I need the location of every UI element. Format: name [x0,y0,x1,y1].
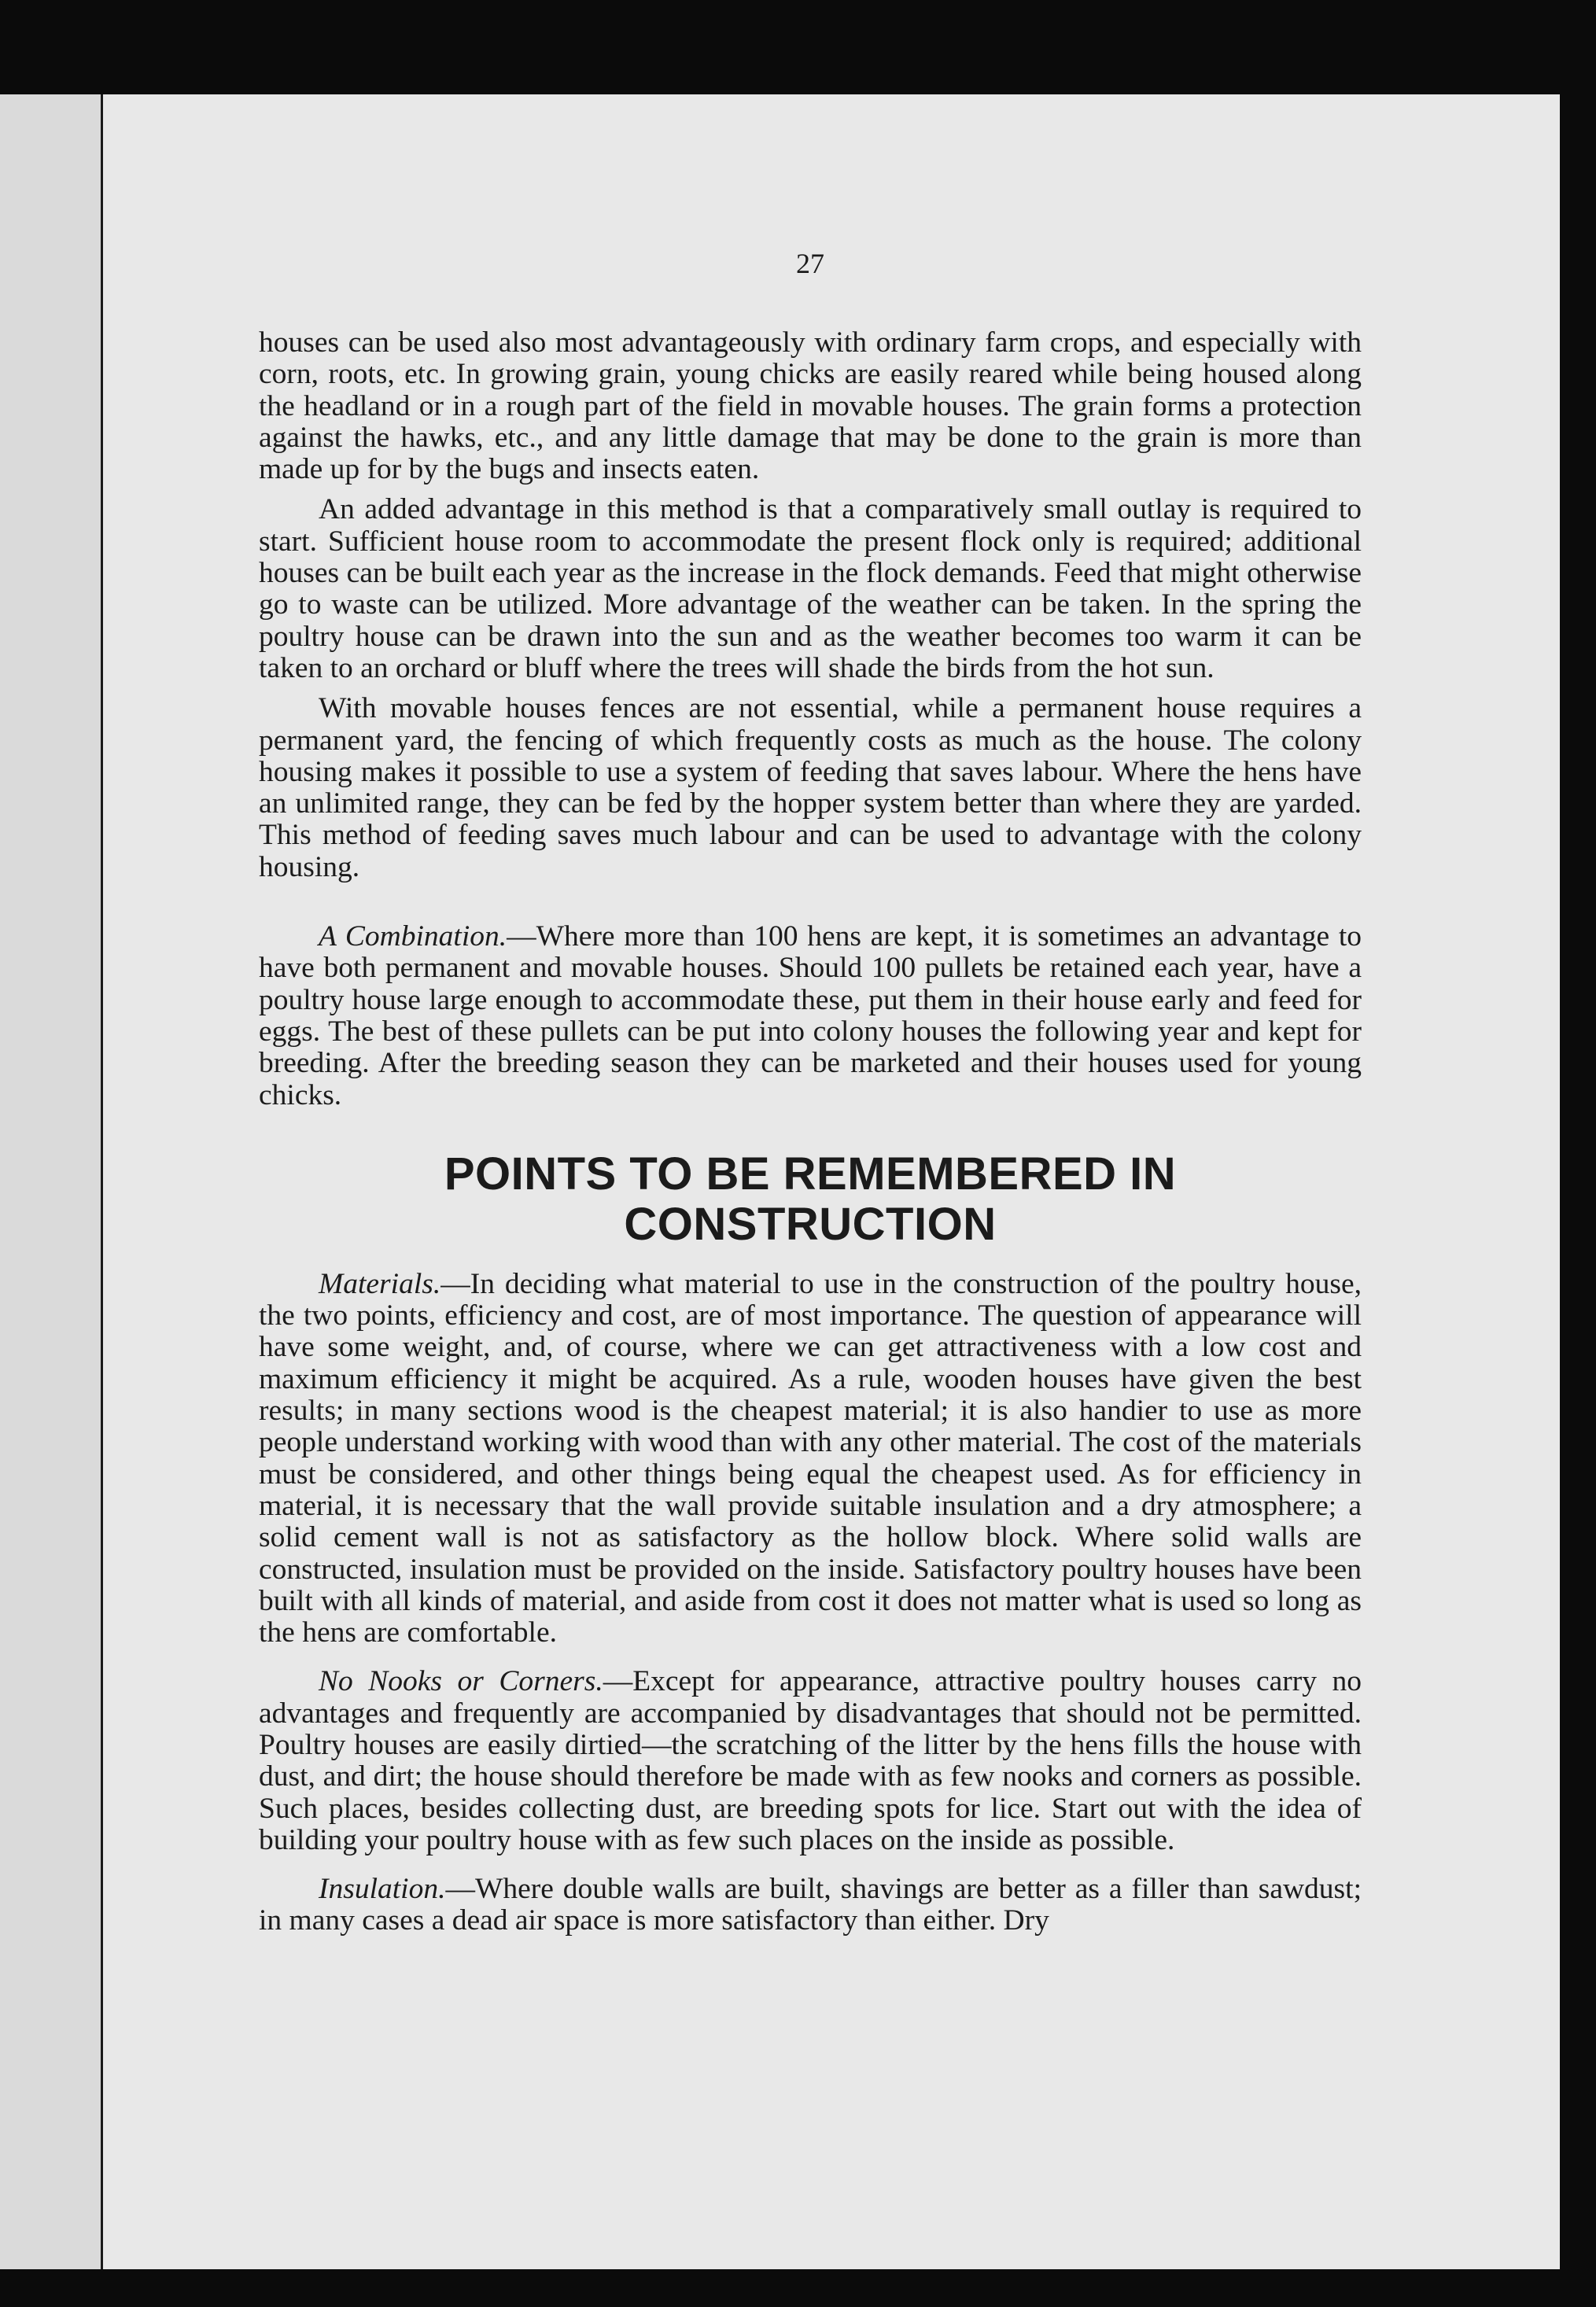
nooks-paragraph [259,1666,1362,1856]
section-title-line-1: POINTS TO BE REMEMBERED IN [444,1148,1177,1200]
combination-paragraph [259,921,1362,1111]
page-number: 27 [796,248,824,279]
insulation-text: —Where double walls are built, shavings are better as a filler than sawdust; in many cases a dead air space is more satisfactory than either. Dry [259,1873,1362,1937]
materials-heading: Materials. [319,1267,441,1300]
combination-text: —Where more than 100 hens are kept, it is sometimes an advantage to have both permanent and movable houses. Should 100 pullets be retained each year, have a poultry house large enough to accommodate these, put them in their house early and feed for eggs. The best of these pullets can be put into colony houses the following year and kept for breeding. After the breeding season they can be marketed and their houses used for young chicks. [259,920,1362,1111]
nooks-text: —Except for appearance, attractive poultry houses carry no advantages and frequently are accompanied by disadvantages that should not be permitted. Poultry houses are easily dirtied—the scratching of the litter by the hens fills the house with dust, and dirt; the house should therefore be made with as few nooks and corners as possible. Such places, besides collecting dust, are breeding spots for lice. Start out with the idea of building your poultry house with as few such places on the inside as possible. [259,1665,1362,1856]
insulation-heading: Insulation. [319,1873,446,1906]
insulation-paragraph [259,1874,1362,1937]
materials-paragraph [259,1269,1362,1649]
nooks-heading: No Nooks or Corners. [319,1665,603,1698]
section-title-line-2: CONSTRUCTION [624,1198,997,1250]
section-title [259,1149,1362,1250]
paragraph-2: An added advantage in this method is that a comparatively small outlay is required to start. Sufficient house room to accommodate the present flock only is required; additional houses can be built each year as the increase in the flock demands. Feed that might otherwise go to waste can be utilized. More advantage of the weather can be taken. In the spring the poultry house can be drawn into the sun and as the weather becomes too warm it can be taken to an orchard or bluff where the trees will shade the birds from the hot sun. [259,493,1362,684]
paragraph-3: With movable houses fences are not essential, while a permanent house requires a permanent yard, the fencing of which frequently costs as much as the house. The colony housing makes it possible to use a system of feeding that saves labour. Where the hens have an unlimited range, they can be fed by the hopper system better than where they are yarded. This method of feeding saves much labour and can be used to advantage with the colony housing. [259,692,1362,883]
book-spine [0,94,101,2269]
page-content [259,228,1362,1937]
materials-text: —In deciding what material to use in the construction of the poultry house, the two points, efficiency and cost, are of most importance. The question of appearance will have some weight, and, of course, where we can get attractiveness with a low cost and maximum efficiency it might be acquired. As a rule, wooden houses have given the best results; in many sections wood is the cheapest material; it is also handier to use as more people understand working with wood than with any other material. The cost of the materials must be considered, and other things being equal the cheapest used. As for efficiency in material, it is necessary that the wall provide suitable insulation and a dry atmosphere; a solid cement wall is not as satisfactory as the hollow block. Where solid walls are constructed, insulation must be provided on the inside. Satisfactory poultry houses have been built with all kinds of material, and aside from cost it does not matter what is used so long as the hens are comfortable. [259,1267,1362,1649]
combination-heading: A Combination. [319,920,507,953]
paragraph-1: houses can be used also most advantageously with ordinary farm crops, and especially with corn, roots, etc. In growing grain, young chicks are easily reared while being housed along the headland or in a rough part of the field in movable houses. The grain forms a protection against the hawks, etc., and any little damage that may be done to the grain is more than made up for by the bugs and insects eaten. [259,326,1362,486]
